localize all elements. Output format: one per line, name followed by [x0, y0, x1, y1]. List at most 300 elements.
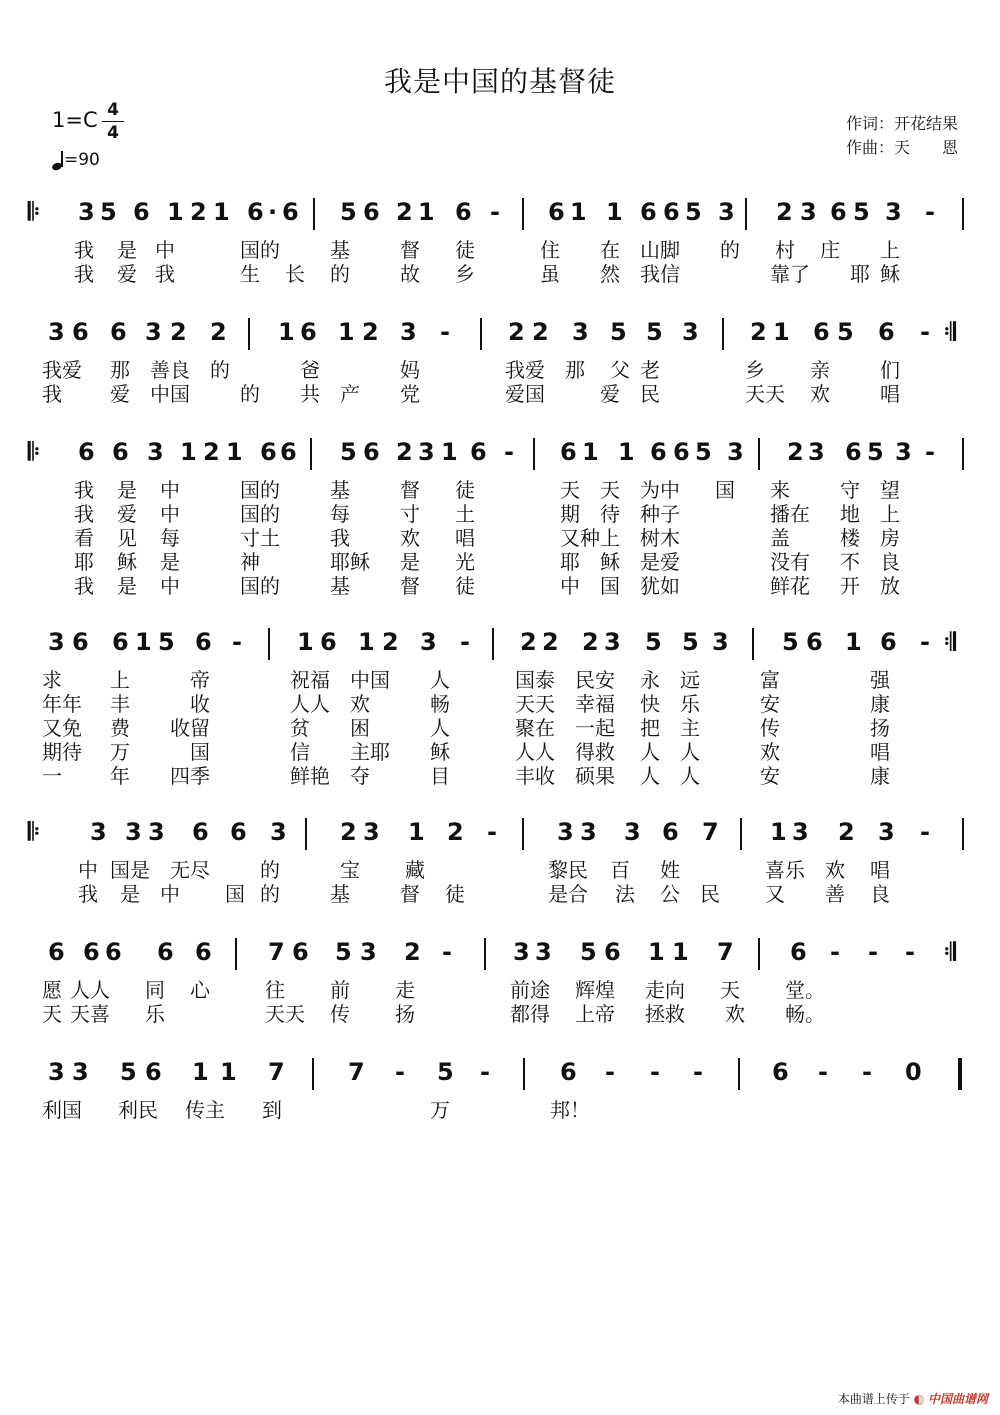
lyric-syllable: 为中 [640, 478, 680, 502]
barline [305, 818, 307, 850]
lyric-syllable: 爱 [600, 382, 620, 406]
lyric-syllable: 中 [160, 574, 180, 598]
lyric-syllable: 的 [210, 358, 230, 382]
note: 2 [190, 198, 207, 226]
note: 2 [750, 318, 767, 346]
barline [523, 1058, 525, 1090]
repeat-start-icon: 𝄆 [28, 438, 40, 466]
lyric-syllable: 天 [720, 978, 740, 1002]
lyric-syllable: 犹如 [640, 574, 680, 598]
notes-row [0, 1058, 1000, 1096]
lyric-syllable: 天 [600, 478, 620, 502]
lyric-syllable: 唱 [880, 382, 900, 406]
lyric-syllable: 中 [160, 882, 180, 906]
lyric-syllable: 耶 [560, 550, 580, 574]
lyric-syllable: 我信 [640, 262, 680, 286]
note: 2 [362, 318, 379, 346]
note: 2 [447, 818, 464, 846]
note: 2 [170, 318, 187, 346]
lyric-syllable: 寸 [400, 502, 420, 526]
lyric-syllable: 祝福 [290, 668, 330, 692]
lyric-syllable: 扬 [395, 1002, 415, 1026]
lyric-syllable: 播在 [770, 502, 810, 526]
lyric-syllable: 树木 [640, 526, 680, 550]
lyric-syllable: 房 [880, 526, 900, 550]
note: 2 [340, 818, 357, 846]
note: 6 [280, 438, 297, 466]
lyric-syllable: 利民 [118, 1098, 158, 1122]
page-title: 我是中国的基督徒 [383, 65, 616, 98]
note: 3 [682, 318, 699, 346]
note: 1 [226, 438, 243, 466]
lyric-syllable: 的 [720, 238, 740, 262]
note: 2 [532, 318, 549, 346]
lyric-syllable: 邦！ [550, 1098, 590, 1122]
note: 3 [48, 628, 65, 656]
note: 2 [520, 628, 537, 656]
lyric-syllable: 我 [74, 478, 94, 502]
lyric-syllable: 又种 [560, 526, 600, 550]
note: 3 [48, 1058, 65, 1086]
lyric-syllable: 前途 [510, 978, 550, 1002]
note: - [232, 628, 242, 656]
note: 7 [717, 938, 734, 966]
lyric-line [0, 354, 1000, 382]
lyric-syllable: 无尽 [170, 858, 210, 882]
note: 6 [548, 198, 565, 226]
lyric-syllable: 村 [775, 238, 795, 262]
lyric-syllable: 稣 [600, 550, 620, 574]
lyric-syllable: 丰收 [515, 764, 555, 788]
lyric-syllable: 守 [840, 478, 860, 502]
lyric-syllable: 爱国 [505, 382, 545, 406]
note: - [925, 198, 935, 226]
note: 5 [340, 198, 357, 226]
lyric-syllable: 人人 [290, 692, 330, 716]
note: - [460, 628, 470, 656]
lyric-syllable: 乐 [145, 1002, 165, 1026]
lyric-syllable: 信 [290, 740, 310, 764]
lyric-syllable: 每 [160, 526, 180, 550]
lyric-syllable: 天 [42, 1002, 62, 1026]
lyric-syllable: 国 [190, 740, 210, 764]
lyric-syllable: 畅。 [785, 1002, 825, 1026]
lyric-syllable: 督 [400, 478, 420, 502]
lyric-syllable: 我 [330, 526, 350, 550]
note: 5 [837, 318, 854, 346]
repeat-end-icon: 𝄇 [944, 318, 956, 346]
note: - [504, 438, 514, 466]
note: 2 [542, 628, 559, 656]
lyric-line [0, 736, 1000, 764]
note: 6 [105, 938, 122, 966]
lyric-syllable: 前 [330, 978, 350, 1002]
lyric-syllable: 到 [262, 1098, 282, 1122]
note: 3 [572, 318, 589, 346]
lyric-syllable: 基 [330, 478, 350, 502]
lyric-syllable: 徒 [455, 574, 475, 598]
lyric-syllable: 欢 [400, 526, 420, 550]
barline [722, 318, 724, 350]
lyric-syllable: 人人 [70, 978, 110, 1002]
note: 5 [120, 1058, 137, 1086]
lyric-syllable: 帝 [190, 668, 210, 692]
note: - [650, 1058, 660, 1086]
lyric-syllable: 国的 [240, 502, 280, 526]
note: 3 [727, 438, 744, 466]
note: 5 [100, 198, 117, 226]
lyric-syllable: 的 [330, 262, 350, 286]
lyric-syllable: 心 [190, 978, 210, 1002]
barline [758, 438, 760, 470]
lyric-syllable: 稣 [880, 262, 900, 286]
notes-row [0, 438, 1000, 476]
lyric-syllable: 望 [880, 478, 900, 502]
note: - [605, 1058, 615, 1086]
tempo-value: =90 [64, 150, 100, 170]
note: 6 [790, 938, 807, 966]
note: 6 [845, 438, 862, 466]
lyric-syllable: 爱 [110, 382, 130, 406]
lyric-syllable: 姓 [660, 858, 680, 882]
note: - [440, 318, 450, 346]
note: - [693, 1058, 703, 1086]
lyric-syllable: 上 [880, 502, 900, 526]
note: - [490, 198, 500, 226]
note: 2 [508, 318, 525, 346]
note: 2 [203, 438, 220, 466]
lyric-syllable: 欢 [825, 858, 845, 882]
lyric-syllable: 强 [870, 668, 890, 692]
lyric-syllable: 主耶 [350, 740, 390, 764]
lyric-syllable: 督 [400, 238, 420, 262]
note: 6 [320, 628, 337, 656]
note: 3 [604, 628, 621, 656]
lyric-syllable: 民 [700, 882, 720, 906]
note: 6 [72, 628, 89, 656]
lyric-syllable: 天天 [515, 692, 555, 716]
note: 3 [400, 318, 417, 346]
lyric-syllable: 鲜艳 [290, 764, 330, 788]
lyric-line [0, 570, 1000, 598]
lyric-syllable: 每 [330, 502, 350, 526]
notes-row [0, 818, 1000, 856]
note: - [905, 938, 915, 966]
lyric-syllable: 神 [240, 550, 260, 574]
lyric-syllable: 拯救 [645, 1002, 685, 1026]
lyric-syllable: 乡 [745, 358, 765, 382]
lyric-syllable: 上 [880, 238, 900, 262]
lyric-syllable: 父 [610, 358, 630, 382]
lyric-syllable: 远 [680, 668, 700, 692]
lyric-syllable: 住 [540, 238, 560, 262]
lyric-syllable: 不 [840, 550, 860, 574]
lyric-syllable: 硕果 [575, 764, 615, 788]
note: 6 [363, 438, 380, 466]
lyric-syllable: 四季 [170, 764, 210, 788]
lyric-syllable: 唱 [870, 740, 890, 764]
note: 6 [363, 198, 380, 226]
lyric-syllable: 人 [640, 740, 660, 764]
lyric-syllable: 天 [560, 478, 580, 502]
lyric-syllable: 长 [285, 262, 305, 286]
lyric-syllable: 都得 [510, 1002, 550, 1026]
lyric-syllable: 中 [155, 238, 175, 262]
barline [740, 818, 742, 850]
lyric-syllable: 鲜花 [770, 574, 810, 598]
lyric-syllable: 老 [640, 358, 660, 382]
lyric-syllable: 走向 [645, 978, 685, 1002]
notes-row [0, 318, 1000, 356]
lyric-syllable: 良 [870, 882, 890, 906]
lyricist-label: 作词： [846, 114, 895, 133]
lyric-syllable: 黎民 [548, 858, 588, 882]
note: 3 [800, 198, 817, 226]
lyric-syllable: 亲 [810, 358, 830, 382]
note: 6 [260, 438, 277, 466]
lyric-syllable: 堂。 [785, 978, 825, 1002]
note: 5 [645, 628, 662, 656]
barline [958, 1058, 962, 1090]
composer-label: 作曲： [846, 138, 895, 157]
barline [313, 198, 315, 230]
note: 6 [72, 318, 89, 346]
lyric-syllable: 传 [760, 716, 780, 740]
lyric-syllable: 藏 [405, 858, 425, 882]
footer-brand: 中国曲谱网 [927, 1392, 988, 1406]
lyric-syllable: 督 [400, 574, 420, 598]
note: 2 [776, 198, 793, 226]
barline [745, 198, 747, 230]
lyric-syllable: 欢 [350, 692, 370, 716]
note: 1 [220, 1058, 237, 1086]
note: 3 [148, 818, 165, 846]
lyric-syllable: 人 [680, 740, 700, 764]
barline [962, 198, 964, 230]
note: 3 [147, 438, 164, 466]
note: 5 [685, 198, 702, 226]
note: 6 [772, 1058, 789, 1086]
note: 1 [358, 628, 375, 656]
lyric-syllable: 土 [455, 502, 475, 526]
lyric-syllable: 待 [600, 502, 620, 526]
lyric-syllable: 目 [430, 764, 450, 788]
lyric-syllable: 是 [120, 882, 140, 906]
note: - [920, 628, 930, 656]
note: 3 [718, 198, 735, 226]
lyric-syllable: 安 [760, 692, 780, 716]
lyric-syllable: 同 [145, 978, 165, 1002]
note: 6 [110, 318, 127, 346]
lyric-syllable: 一起 [575, 716, 615, 740]
note: 1 [570, 198, 587, 226]
note: 1 [441, 438, 458, 466]
lyric-syllable: 我 [74, 238, 94, 262]
note: 7 [268, 1058, 285, 1086]
lyric-syllable: 夺 [350, 764, 370, 788]
lyric-syllable: 督 [400, 882, 420, 906]
note: 3 [270, 818, 287, 846]
lyric-line [0, 854, 1000, 882]
lyric-syllable: 国 [715, 478, 735, 502]
note: 6 [880, 628, 897, 656]
lyric-syllable: 靠了 [770, 262, 810, 286]
lyric-syllable: 国泰 [515, 668, 555, 692]
lyric-syllable: 是爱 [640, 550, 680, 574]
lyric-line [0, 712, 1000, 740]
note: 3 [418, 438, 435, 466]
lyric-syllable: 爱 [117, 502, 137, 526]
lyricist-name: 开花结果 [894, 114, 959, 133]
lyric-syllable: 耶稣 [330, 550, 370, 574]
lyric-syllable: 寸土 [240, 526, 280, 550]
barline [522, 198, 524, 230]
lyric-syllable: 楼 [840, 526, 860, 550]
lyric-syllable: 稣 [117, 550, 137, 574]
note: 5 [340, 438, 357, 466]
lyric-syllable: 妈 [400, 358, 420, 382]
note: 1 [213, 198, 230, 226]
lyric-syllable: 我爱 [42, 358, 82, 382]
lyric-syllable: 我 [74, 502, 94, 526]
barline [752, 628, 754, 660]
lyric-syllable: 们 [880, 358, 900, 382]
lyric-syllable: 欢 [810, 382, 830, 406]
time-signature-bottom: 4 [107, 123, 119, 143]
note: 6 [157, 938, 174, 966]
lyric-syllable: 人 [640, 764, 660, 788]
note: 6 [806, 628, 823, 656]
lyricist-row [846, 112, 958, 136]
note: 6 [112, 628, 129, 656]
time-signature-top: 4 [107, 100, 119, 120]
note: 5 [695, 438, 712, 466]
note: 6 [673, 438, 690, 466]
lyric-syllable: 见 [117, 526, 137, 550]
lyric-syllable: 年年 [42, 692, 82, 716]
note: 5 [580, 938, 597, 966]
note: 6 [78, 438, 95, 466]
note: 2 [404, 938, 421, 966]
lyric-syllable: 安 [760, 764, 780, 788]
lyric-line [0, 522, 1000, 550]
lyric-syllable: 党 [400, 382, 420, 406]
lyric-syllable: 中 [560, 574, 580, 598]
lyric-syllable: 万 [110, 740, 130, 764]
barline [248, 318, 250, 350]
lyric-syllable: 辉煌 [575, 978, 615, 1002]
note: - [925, 438, 935, 466]
note: 3 [125, 818, 142, 846]
note: 7 [702, 818, 719, 846]
lyric-syllable: 是 [160, 550, 180, 574]
note: 3 [878, 818, 895, 846]
lyric-syllable: 困 [350, 716, 370, 740]
note: 3 [420, 628, 437, 656]
lyric-syllable: 中国 [150, 382, 190, 406]
note: 6 [878, 318, 895, 346]
note: 2 [582, 628, 599, 656]
lyric-syllable: 主 [680, 716, 700, 740]
lyric-syllable: 康 [870, 764, 890, 788]
lyric-line [0, 998, 1000, 1026]
note: 5 [437, 1058, 454, 1086]
note: 3 [90, 818, 107, 846]
lyric-line [0, 474, 1000, 502]
lyric-syllable: 那 [110, 358, 130, 382]
lyric-syllable: 的 [260, 882, 280, 906]
note: 5 [867, 438, 884, 466]
note: 3 [580, 818, 597, 846]
lyric-syllable: 我爱 [505, 358, 545, 382]
lyric-syllable: 国 [225, 882, 245, 906]
lyric-syllable: 万 [430, 1098, 450, 1122]
note: 2 [787, 438, 804, 466]
lyric-syllable: 光 [455, 550, 475, 574]
note: 3 [895, 438, 912, 466]
note: 6 [470, 438, 487, 466]
lyric-syllable: 民 [640, 382, 660, 406]
note: 7 [348, 1058, 365, 1086]
barline [310, 438, 312, 470]
lyric-syllable: 没有 [770, 550, 810, 574]
lyric-line [0, 1094, 1000, 1122]
note: 3 [78, 198, 95, 226]
tempo-marking [52, 150, 100, 170]
note: 6 [560, 438, 577, 466]
lyric-syllable: 喜乐 [765, 858, 805, 882]
lyric-syllable: 爸 [300, 358, 320, 382]
lyric-syllable: 爱 [117, 262, 137, 286]
lyric-syllable: 是 [400, 550, 420, 574]
note: 5 [610, 318, 627, 346]
time-signature-bar [102, 121, 124, 122]
lyric-syllable: 生 [240, 262, 260, 286]
lyric-syllable: 人人 [515, 740, 555, 764]
note: 3 [72, 1058, 89, 1086]
note: 5 [682, 628, 699, 656]
lyric-syllable: 走 [395, 978, 415, 1002]
note: 1 [582, 438, 599, 466]
note: - [442, 938, 452, 966]
lyric-syllable: 耶 [850, 262, 870, 286]
lyric-syllable: 利国 [42, 1098, 82, 1122]
note: 1 [180, 438, 197, 466]
lyric-syllable: 放 [880, 574, 900, 598]
note: 3 [792, 818, 809, 846]
barline [758, 938, 760, 970]
note: 6 [813, 318, 830, 346]
note: 3 [624, 818, 641, 846]
note: 1 [648, 938, 665, 966]
lyric-syllable: 乡 [455, 262, 475, 286]
note: 6 [650, 438, 667, 466]
lyric-syllable: 扬 [870, 716, 890, 740]
note: 1 [338, 318, 355, 346]
lyric-syllable: 幸福 [575, 692, 615, 716]
lyric-line [0, 546, 1000, 574]
lyric-line [0, 760, 1000, 788]
lyric-syllable: 我 [74, 262, 94, 286]
lyric-syllable: 种子 [640, 502, 680, 526]
footer-text: 本曲谱上传于 [837, 1392, 910, 1406]
lyric-syllable: 又 [765, 882, 785, 906]
lyric-syllable: 然 [600, 262, 620, 286]
barline [480, 318, 482, 350]
lyric-syllable: 虽 [540, 262, 560, 286]
note: 1 [618, 438, 635, 466]
barline [492, 628, 494, 660]
